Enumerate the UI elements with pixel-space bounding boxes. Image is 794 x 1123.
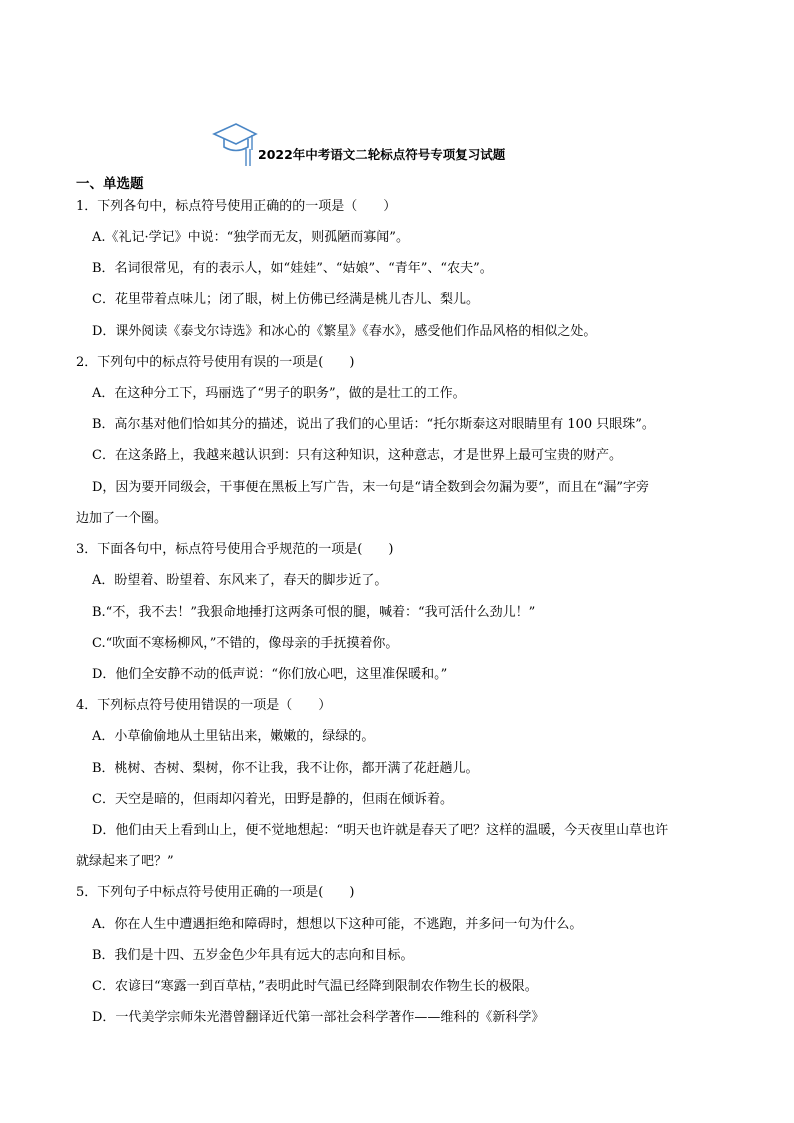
option-c: C．天空是暗的，但雨却闪着光，田野是静的，但雨在倾诉着。 xyxy=(92,792,453,807)
option-d: D．他们全安静不动的低声说：“你们放心吧，这里准保暖和。” xyxy=(92,667,448,682)
option-a: A．小草偷偷地从土里钻出来，嫩嫩的，绿绿的。 xyxy=(92,729,375,744)
question-stem: 1．下列各句中，标点符号使用正确的的一项是（ ） xyxy=(76,199,397,214)
question-stem: 4．下列标点符号使用错误的一项是（ ） xyxy=(76,698,332,713)
option-b: B．名词很常见，有的表示人，如“娃娃”、“姑娘”、“青年”、“农夫”。 xyxy=(92,261,493,276)
question-stem: 2．下列句中的标点符号使用有误的一项是( ) xyxy=(76,355,355,370)
option-d-continuation: 就绿起来了吧？” xyxy=(76,854,174,869)
document-title: 2022年中考语文二轮标点符号专项复习试题 xyxy=(258,147,506,162)
option-d-continuation: 边加了一个圈。 xyxy=(76,511,168,526)
option-a: A．盼望着、盼望着、东风来了，春天的脚步近了。 xyxy=(92,573,388,588)
option-b: B．桃树、杏树、梨树，你不让我，我不让你，都开满了花赶趟儿。 xyxy=(92,761,479,776)
option-a: A．你在人生中遭遇拒绝和障碍时，想想以下这种可能，不逃跑，并多问一句为什么。 xyxy=(92,917,583,932)
question-stem: 3．下面各句中，标点符号使用合乎规范的一项是( ) xyxy=(76,542,394,557)
section-heading: 一、单选题 xyxy=(76,176,144,192)
option-c: C．农谚曰“寒露一到百草枯，”表明此时气温已经降到限制农作物生长的极限。 xyxy=(92,979,538,994)
option-b: B．我们是十四、五岁金色少年具有远大的志向和目标。 xyxy=(92,948,414,963)
option-d: D．一代美学宗师朱光潜曾翻译近代第一部社会科学著作——维科的《新科学》 xyxy=(92,1010,545,1025)
option-b: B.“不，我不去！”我狠命地捶打这两条可恨的腿，喊着：“我可活什么劲儿！” xyxy=(92,605,536,620)
option-a: A.《礼记·学记》中说：“独学而无友，则孤陋而寡闻”。 xyxy=(92,230,409,245)
option-c: C.“吹面不寒杨柳风，”不错的，像母亲的手抚摸着你。 xyxy=(92,636,399,651)
option-b: B．高尔基对他们恰如其分的描述，说出了我们的心里话：“托尔斯泰这对眼睛里有 100 只眼珠”。 xyxy=(92,417,655,432)
option-c: C．花里带着点味儿；闭了眼，树上仿佛已经满是桃儿杏儿、梨儿。 xyxy=(92,292,479,307)
graduation-cap-icon xyxy=(212,120,258,166)
option-c: C．在这条路上，我越来越认识到：只有这种知识，这种意志，才是世界上最可宝贵的财产。 xyxy=(92,448,622,463)
option-a: A．在这种分工下，玛丽选了“男子的职务”，做的是壮工的工作。 xyxy=(92,386,466,401)
option-d: D．他们由天上看到山上，便不觉地想起：“明天也许就是春天了吧？这样的温暖，今天夜里山草也许 xyxy=(92,823,669,838)
question-stem: 5．下列句子中标点符号使用正确的一项是( ) xyxy=(76,885,355,900)
option-d: D．课外阅读《泰戈尔诗选》和冰心的《繁星》《春水》，感受他们作品风格的相似之处。 xyxy=(92,324,597,339)
option-d: D，因为要开同级会，干事便在黑板上写广告，末一句是“请全数到会勿漏为要”，而且在“漏”字旁 xyxy=(92,480,650,495)
